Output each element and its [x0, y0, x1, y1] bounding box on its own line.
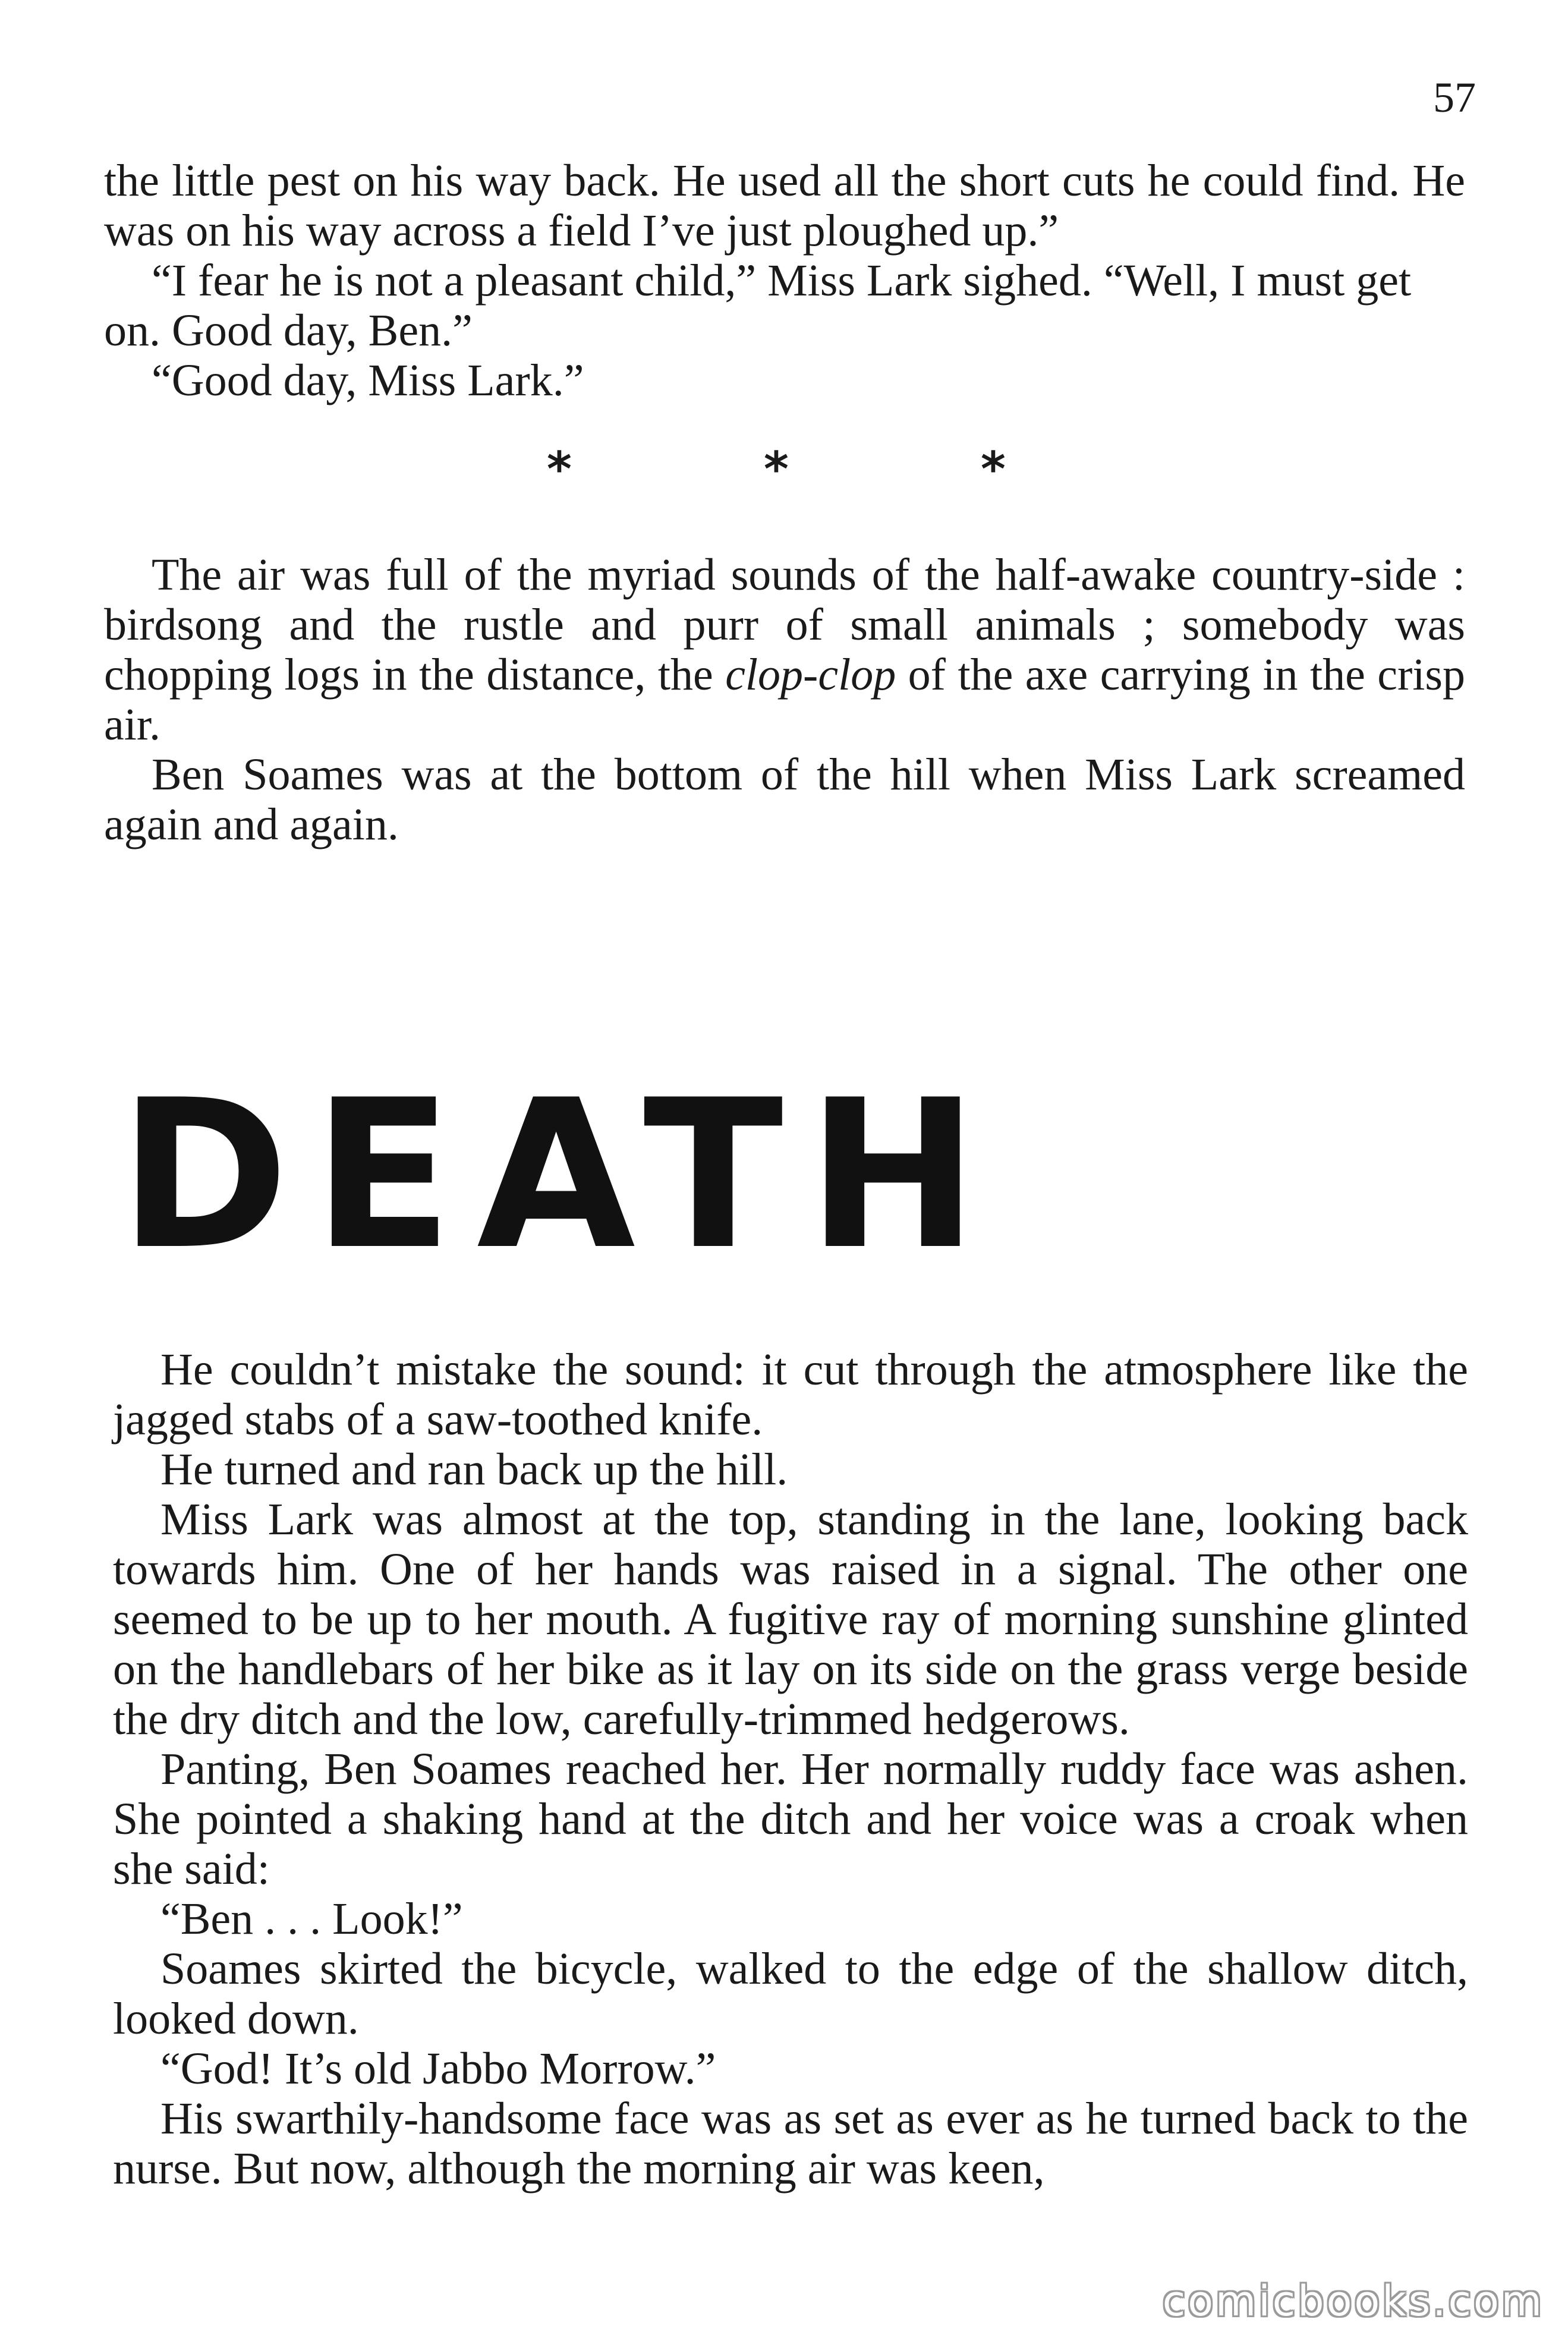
italic-phrase: clop-clop: [725, 650, 896, 700]
paragraph: His swarthily-handsome face was as set as ever as he turned back to the nurse. But now, although the morning air was keen,: [113, 2094, 1468, 2194]
paragraph-text: Ben Soames was at the bottom of the hill when Miss Lark screamed again and again.: [104, 750, 1465, 849]
paragraph: [104, 750, 1465, 849]
paragraph: “Good day, Miss Lark.”: [152, 355, 584, 405]
paragraph: Miss Lark was almost at the top, standing in the lane, looking back towards him. One of her hands was raised in a signal. The other one seemed to be up to her mouth. A fugitive ray of morning sunshine glinted on the handlebars of her bike as it lay on its side on the grass verge beside the dry ditch and the low, carefully-trimmed hedgerows.: [113, 1494, 1468, 1744]
paragraph-text: of the axe carrying in the crisp air.: [104, 650, 1466, 750]
paragraph: “God! It’s old Jabbo Morrow.”: [160, 2044, 716, 2094]
chapter-heading: DEATH: [119, 1056, 1003, 1295]
section-separator: [0, 442, 1568, 497]
paragraph: the little pest on his way back. He used all the short cuts he could find. He was on his way across a field I’ve just ploughed up.”: [104, 156, 1465, 256]
paragraph: He couldn’t mistake the sound: it cut through the atmosphere like the jagged stabs of a saw-toothed knife.: [113, 1345, 1468, 1445]
paragraph: [104, 550, 1465, 750]
paragraph: Soames skirted the bicycle, walked to the edge of the shallow ditch, looked down.: [113, 1944, 1468, 2044]
paragraph: “I fear he is not a pleasant child,” Miss Lark sighed. “Well, I must get on. Good day, Ben.”: [104, 256, 1412, 355]
page-number: 57: [1433, 74, 1476, 121]
paragraph: He turned and ran back up the hill.: [160, 1445, 788, 1494]
separator-asterisk: *: [764, 442, 789, 497]
separator-asterisk: *: [981, 442, 1006, 497]
separator-asterisk: *: [547, 442, 572, 497]
watermark-logo: comicbooks.com: [1162, 2277, 1544, 2325]
paragraph: “Ben . . . Look!”: [160, 1894, 463, 1944]
paragraph-text: The air was full of the myriad sounds of the half-awake country-side : birdsong and the rustle and purr of small animals ; somebody was chopping logs in the distance, the: [104, 550, 1465, 700]
paragraph: Panting, Ben Soames reached her. Her normally ruddy face was ashen. She pointed a shaking hand at the ditch and her voice was a croak when she said:: [113, 1744, 1468, 1894]
bottom-text-block: [113, 1345, 1468, 2194]
top-text-block: [104, 156, 1465, 405]
middle-text-block: [104, 550, 1465, 849]
